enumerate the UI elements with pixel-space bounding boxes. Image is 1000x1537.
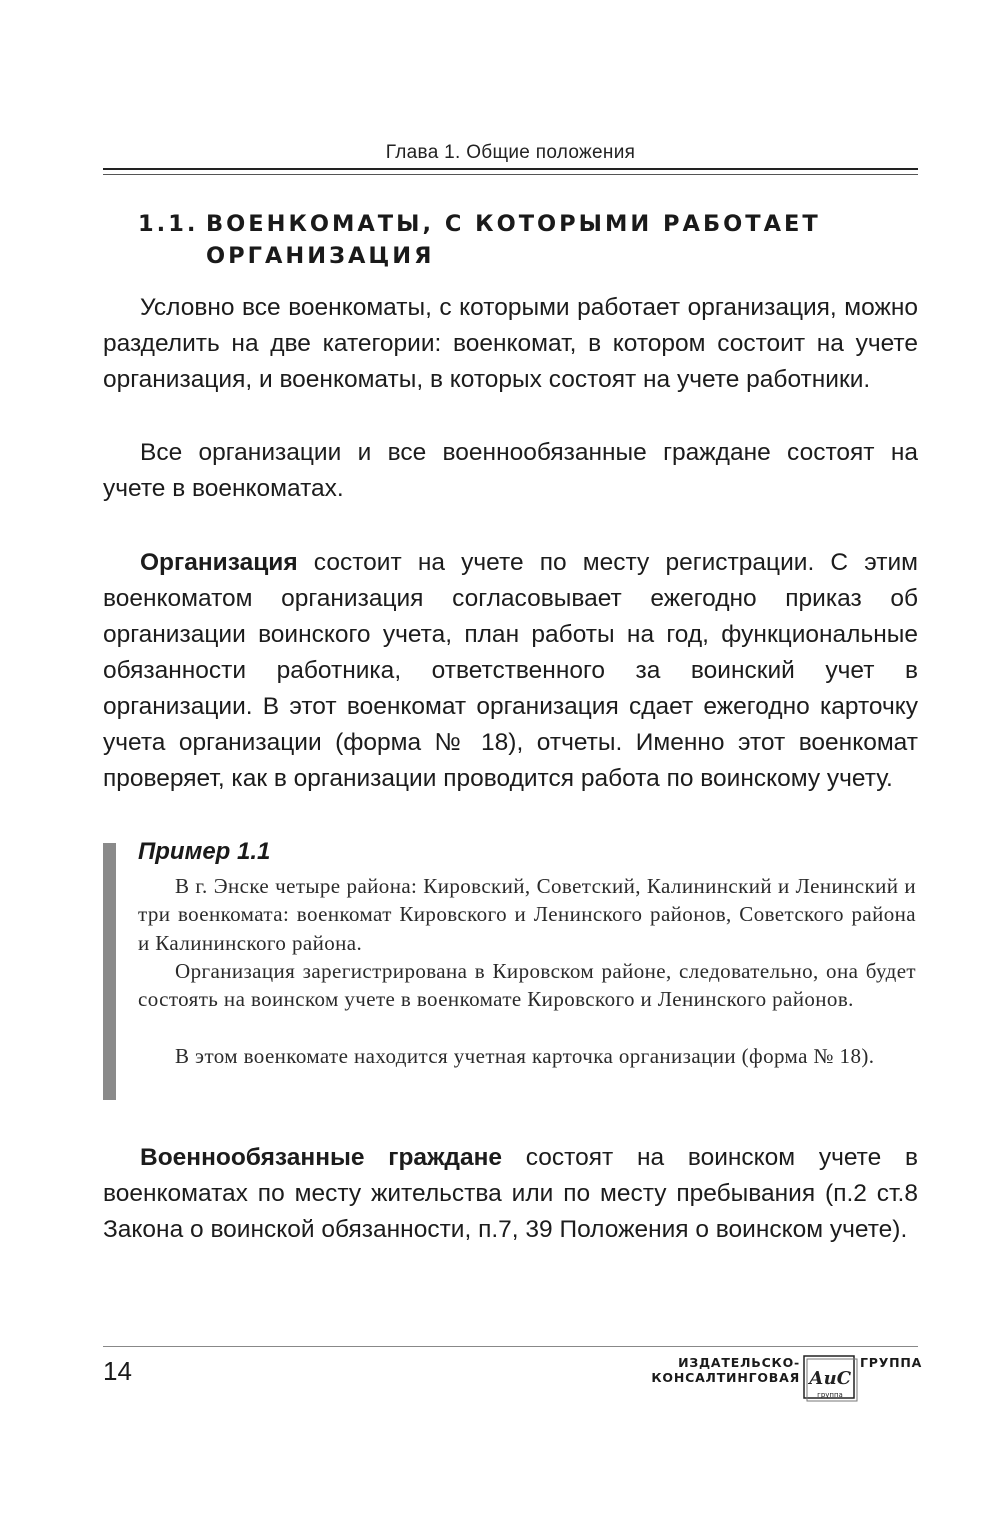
section-title-line2: ОРГАНИЗАЦИЯ [206, 243, 435, 269]
publisher-logo-icon [802, 1350, 858, 1406]
publisher-name-right: ГРУППА [860, 1355, 923, 1370]
example-paragraph-2: Организация зарегистрирована в Кировском районе, следовательно, она будет состоять на воинском учете в военкомате Кировского и Ленинского районов. [138, 959, 916, 1012]
running-head: Глава 1. Общие положения [385, 142, 636, 163]
paragraph-3 [103, 545, 918, 797]
footer-rule [103, 1346, 918, 1347]
paragraph-2: Все организации и все военнообязанные граждане состоят на учете в военкоматах. [103, 439, 918, 502]
paragraph-1: Условно все военкоматы, с которыми работает организация, можно разделить на две категории: военкомат, в котором состоит на учете организация, и военкоматы, в которых состоят на учете работники. [103, 294, 918, 393]
paragraph-4 [103, 1140, 918, 1248]
section-title-line1: ВОЕНКОМАТЫ, С КОТОРЫМИ РАБОТАЕТ [206, 211, 821, 237]
example-sidebar-bar [103, 843, 116, 1100]
page-number: 14 [103, 1356, 132, 1386]
term-organization: Организация [140, 549, 298, 576]
section-number: 1.1. [138, 211, 199, 237]
paragraph-4-text: состоят на воинском учете в военкоматах по месту жительства или по месту пребывания (п.2 ст.8 Закона о воинской обязанности, п.7, 39 Положения о воинском учете). [103, 1144, 918, 1243]
paragraph-3-text: состоит на учете по месту регистрации. С этим военкоматом организация согласовывает ежегодно приказ об организации воинского учета, план работы на год, функциональные обязанности работника, ответственного за воинский учет в организации. В этот военкомат организация сдает ежегодно карточку учета организации (форма № 18), отчеты. Именно этот военкомат проверяет, как в организации проводится работа по воинскому учету. [103, 549, 918, 792]
example-paragraph-1: В г. Энске четыре района: Кировский, Советский, Калининский и Ленинский и три военкомата: военкомат Кировского и Ленинского районов, Советского района и Калининского района. [138, 874, 916, 955]
header-rule [103, 168, 918, 175]
publisher-name-left: ИЗДАТЕЛЬСКО-КОНСАЛТИНГОВАЯ [651, 1355, 800, 1385]
logo-text: АиС [808, 1368, 852, 1389]
section-heading [138, 208, 878, 272]
logo-caption: группа [817, 1391, 843, 1399]
example-paragraph-3: В этом военкомате находится учетная карточка организации (форма № 18). [175, 1044, 875, 1068]
term-conscripts: Военнообязанные граждане [140, 1144, 503, 1171]
example-title: Пример 1.1 [138, 838, 271, 865]
